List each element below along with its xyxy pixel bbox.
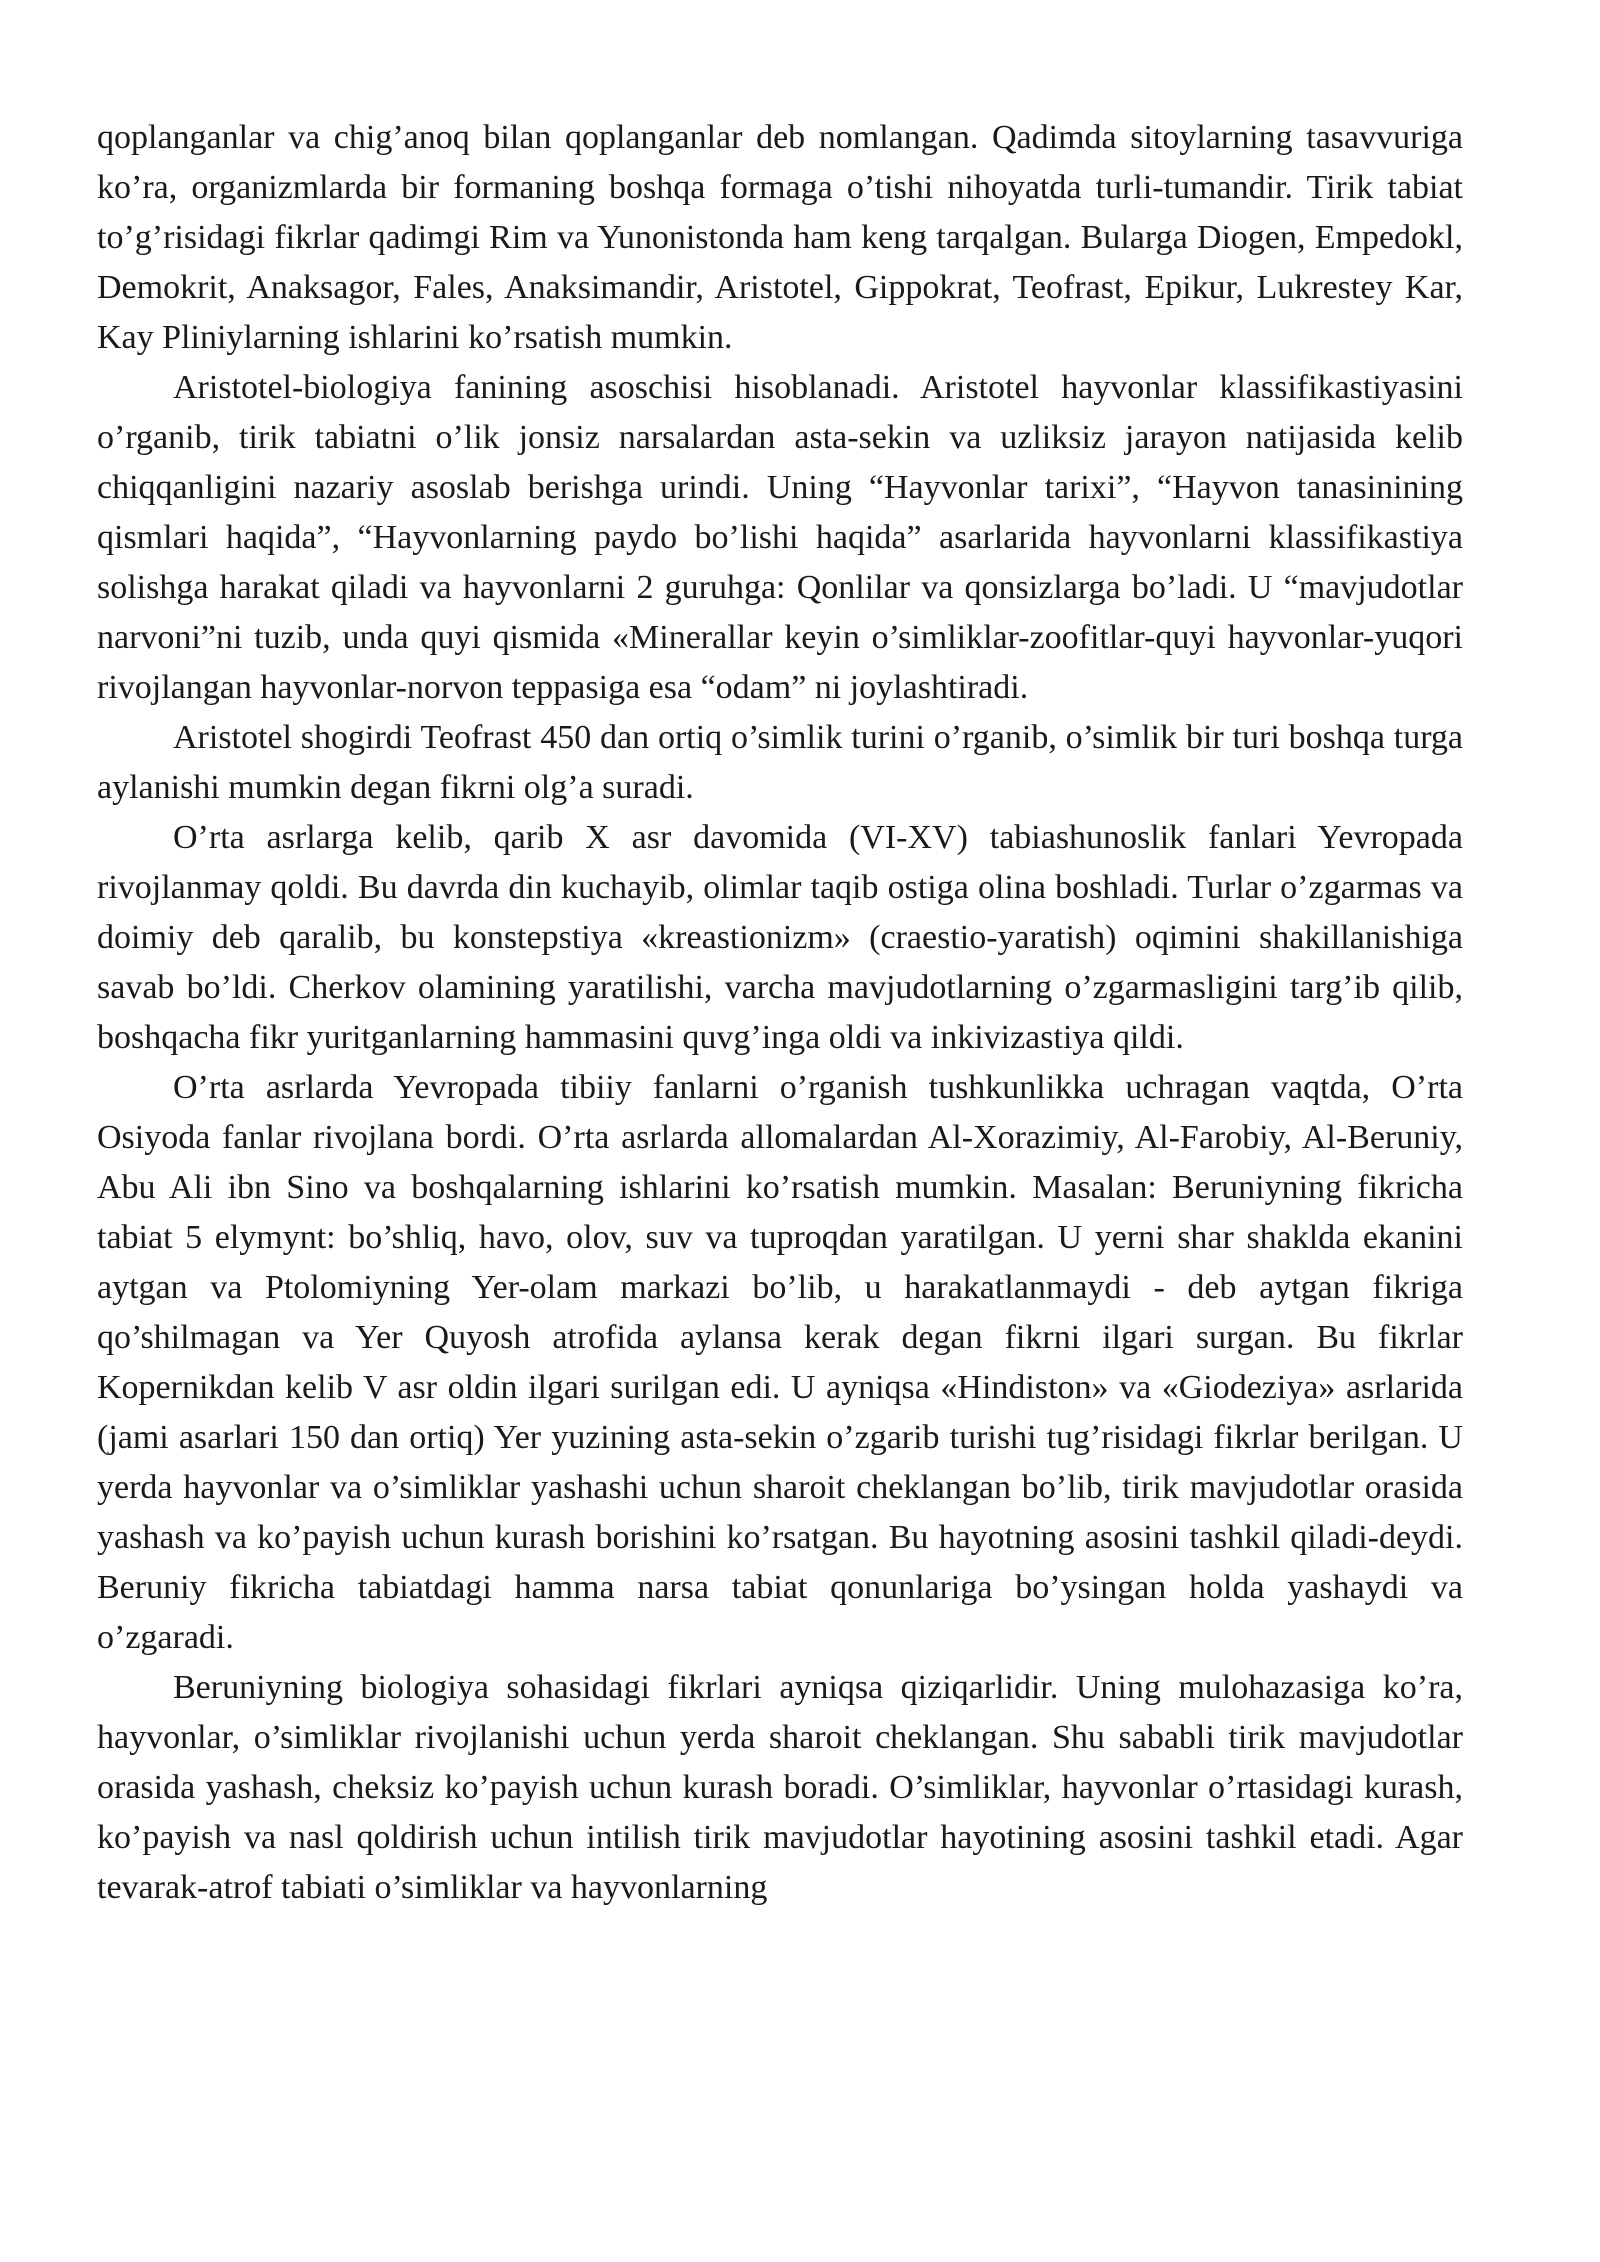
paragraph-continuation: qoplanganlar va chig’anoq bilan qoplanganlar deb nomlangan. Qadimda sitoylarning tasavvuriga ko’ra, organizmlarda bir formaning boshqa formaga o’tishi nihoyatda turli-tumandir. Tirik tabiat to’g’risidagi fikrlar qadimgi Rim va Yunonistonda ham keng tarqalgan. Bularga Diogen, Empedokl, Demokrit, Anaksagor, Fales, Anaksimandir, Aristotel, Gippokrat, Teofrast, Epikur, Lukrestey Kar, Kay Pliniylarning ishlarini ko’rsatish mumkin. [97,119,1463,356]
paragraph-central-asia: O’rta asrlarda Yevropada tibiiy fanlarni o’rganish tushkunlikka uchragan vaqtda, O’rta Osiyoda fanlar rivojlana bordi. O’rta asrlarda allomalardan Al-Xorazimiy, Al-Farobiy, Al-Beruniy, Abu Ali ibn Sino va boshqalarning ishlarini ko’rsatish mumkin. Masalan: Beruniyning fikricha tabiat 5 elymynt: bo’shliq, havo, olov, suv va tuproqdan yaratilgan. U yerni shar shaklda ekanini aytgan va Ptolomiyning Yer-olam markazi bo’lib, u harakatlanmaydi - deb aytgan fikriga qo’shilmagan va Yer Quyosh atrofida aylansa kerak degan fikrni ilgari surgan. Bu fikrlar Kopernikdan kelib V asr oldin ilgari surilgan edi. U ayniqsa «Hindiston» va «Giodeziya» asrlarida (jami asarlari 150 dan ortiq) Yer yuzining asta-sekin o’zgarib turishi tug’risidagi fikrlar berilgan. U yerda hayvonlar va o’simliklar yashashi uchun sharoit cheklangan bo’lib, tirik mavjudotlar orasida yashash va ko’payish uchun kurash borishini ko’rsatgan. Bu hayotning asosini tashkil qiladi-deydi. Beruniy fikricha tabiatdagi hamma narsa tabiat qonunlariga bo’ysingan holda yashaydi va o’zgaradi. [97,1069,1463,1656]
paragraph-teofrast: Aristotel shogirdi Teofrast 450 dan ortiq o’simlik turini o’rganib, o’simlik bir turi boshqa turga aylanishi mumkin degan fikrni olg’a suradi. [97,719,1463,806]
paragraph-middle-ages-europe: O’rta asrlarga kelib, qarib X asr davomida (VI-XV) tabiashunoslik fanlari Yevropada rivojlanmay qoldi. Bu davrda din kuchayib, olimlar taqib ostiga olina boshladi. Turlar o’zgarmas va doimiy deb qaralib, bu konstepstiya «kreastionizm» (craestio-yaratish) oqimini shakillanishiga savab bo’ldi. Cherkov olamining yaratilishi, varcha mavjudotlarning o’zgarmasligini targ’ib qilib, boshqacha fikr yuritganlarning hammasini quvg’inga oldi va inkivizastiya qildi. [97,819,1463,1056]
paragraph-aristotle: Aristotel-biologiya fanining asoschisi hisoblanadi. Aristotel hayvonlar klassifikastiyasini o’rganib, tirik tabiatni o’lik jonsiz narsalardan asta-sekin va uzliksiz jarayon natijasida kelib chiqqanligini nazariy asoslab berishga urindi. Uning “Hayvonlar tarixi”, “Hayvon tanasinining qismlari haqida”, “Hayvonlarning paydo bo’lishi haqida” asarlarida hayvonlarni klassifikastiya solishga harakat qiladi va hayvonlarni 2 guruhga: Qonlilar va qonsizlarga bo’ladi. U “mavjudotlar narvoni”ni tuzib, unda quyi qismida «Minerallar keyin o’simliklar-zoofitlar-quyi hayvonlar-yuqori rivojlangan hayvonlar-norvon teppasiga esa “odam” ni joylashtiradi. [97,369,1463,706]
document-page [97,113,1463,1913]
paragraph-beruni-biology: Beruniyning biologiya sohasidagi fikrlari ayniqsa qiziqarlidir. Uning mulohazasiga ko’ra, hayvonlar, o’simliklar rivojlanishi uchun yerda sharoit cheklangan. Shu sababli tirik mavjudotlar orasida yashash, cheksiz ko’payish uchun kurash boradi. O’simliklar, hayvonlar o’rtasidagi kurash, ko’payish va nasl qoldirish uchun intilish tirik mavjudotlar hayotining asosini tashkil etadi. Agar tevarak-atrof tabiati o’simliklar va hayvonlarning [97,1669,1463,1906]
